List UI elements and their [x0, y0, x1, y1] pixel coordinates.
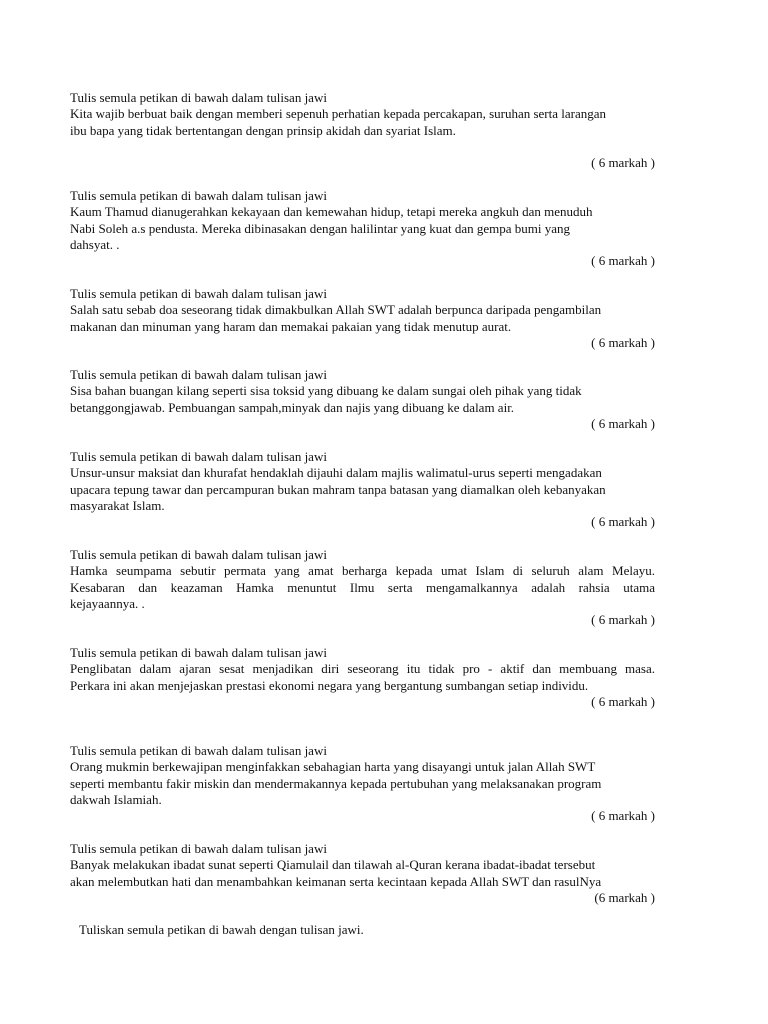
passage-line: makanan dan minuman yang haram dan memakai pakaian yang tidak menutup aurat.	[70, 318, 512, 334]
question-2	[70, 188, 655, 269]
passage-line: Kita wajib berbuat baik dengan memberi sepenuh perhatian kepada percakapan, suruhan serta larangan	[70, 106, 607, 122]
passage-line: seperti membantu fakir miskin dan mendermakannya kepada pertubuhan yang melaksanakan program	[70, 775, 602, 791]
question-title: Tulis semula petikan di bawah dalam tulisan jawi	[70, 188, 327, 203]
question-passage	[70, 106, 655, 139]
marks-label: ( 6 markah )	[591, 334, 655, 350]
question-title: Tulis semula petikan di bawah dalam tulisan jawi	[70, 645, 327, 660]
marks-label: ( 6 markah )	[591, 808, 655, 824]
question-title: Tulis semula petikan di bawah dalam tulisan jawi	[70, 286, 327, 301]
passage-line: Sisa bahan buangan kilang seperti sisa toksid yang dibuang ke dalam sungai oleh pihak yang tidak	[70, 383, 582, 399]
passage-line: Salah satu sebab doa seseorang tidak dimakbulkan Allah SWT adalah berpunca daripada pengambilan	[70, 302, 602, 318]
marks-label: ( 6 markah )	[591, 415, 655, 431]
final-instruction: Tuliskan semula petikan di bawah dengan tulisan jawi.	[79, 922, 364, 937]
passage-line: Kesabaran dan keazaman Hamka menuntut Ilmu serta mengamalkannya adalah rahsia utama	[70, 579, 655, 595]
passage-line: dakwah Islamiah.	[70, 791, 162, 807]
question-title: Tulis semula petikan di bawah dalam tulisan jawi	[70, 449, 327, 464]
question-passage	[70, 204, 655, 253]
question-passage	[70, 563, 655, 612]
question-5	[70, 449, 655, 530]
passage-line: Orang mukmin berkewajipan menginfakkan sebahagian harta yang disayangi untuk jalan Allah SWT	[70, 759, 596, 775]
question-title: Tulis semula petikan di bawah dalam tulisan jawi	[70, 547, 327, 562]
question-passage	[70, 857, 655, 890]
marks-label: ( 6 markah )	[591, 253, 655, 269]
question-title: Tulis semula petikan di bawah dalam tulisan jawi	[70, 90, 327, 105]
question-title: Tulis semula petikan di bawah dalam tulisan jawi	[70, 841, 327, 856]
marks-label: (6 markah )	[594, 889, 655, 905]
question-9	[70, 841, 655, 906]
passage-line: upacara tepung tawar dan percampuran bukan mahram tanpa batasan yang diamalkan oleh kebanyakan	[70, 481, 606, 497]
passage-line: kejayaannya. .	[70, 595, 145, 611]
question-title: Tulis semula petikan di bawah dalam tulisan jawi	[70, 367, 327, 382]
question-passage	[70, 465, 655, 514]
marks-label: ( 6 markah )	[591, 514, 655, 530]
question-4	[70, 367, 655, 432]
passage-line: Nabi Soleh a.s pendusta. Mereka dibinasakan dengan halilintar yang kuat dan gempa bumi yang	[70, 220, 570, 236]
passage-line: dahsyat. .	[70, 236, 120, 252]
passage-line: masyarakat Islam.	[70, 497, 165, 513]
marks-label: ( 6 markah )	[591, 154, 655, 170]
passage-line: Penglibatan dalam ajaran sesat menjadikan diri seseorang itu tidak pro - aktif dan membuang masa.	[70, 661, 655, 677]
passage-line: betanggongjawab. Pembuangan sampah,minyak dan najis yang dibuang ke dalam air.	[70, 399, 515, 415]
passage-line: Kaum Thamud dianugerahkan kekayaan dan kemewahan hidup, tetapi mereka angkuh dan menuduh	[70, 204, 593, 220]
passage-line: Hamka seumpama sebutir permata yang amat berharga kepada umat Islam di seluruh alam Melayu.	[70, 563, 655, 579]
question-3	[70, 286, 655, 351]
passage-line: Perkara ini akan menjejaskan prestasi ekonomi negara yang bergantung sumbangan setiap individu.	[70, 677, 589, 693]
question-passage	[70, 661, 655, 694]
question-title: Tulis semula petikan di bawah dalam tulisan jawi	[70, 743, 327, 758]
question-6	[70, 547, 655, 628]
question-8	[70, 743, 655, 824]
passage-line: ibu bapa yang tidak bertentangan dengan prinsip akidah dan syariat Islam.	[70, 122, 456, 138]
question-passage	[70, 383, 655, 416]
passage-line: Banyak melakukan ibadat sunat seperti Qiamulail dan tilawah al-Quran kerana ibadat-ibadat tersebut	[70, 857, 596, 873]
marks-label: ( 6 markah )	[591, 612, 655, 628]
question-1	[70, 90, 655, 171]
marks-label: ( 6 markah )	[591, 693, 655, 709]
passage-line: Unsur-unsur maksiat dan khurafat hendaklah dijauhi dalam majlis walimatul-urus seperti mengadakan	[70, 465, 602, 481]
question-7	[70, 645, 655, 710]
question-passage	[70, 302, 655, 335]
question-passage	[70, 759, 655, 808]
passage-line: akan melembutkan hati dan menambahkan keimanan serta kecintaan kepada Allah SWT dan rasulNya	[70, 873, 602, 889]
